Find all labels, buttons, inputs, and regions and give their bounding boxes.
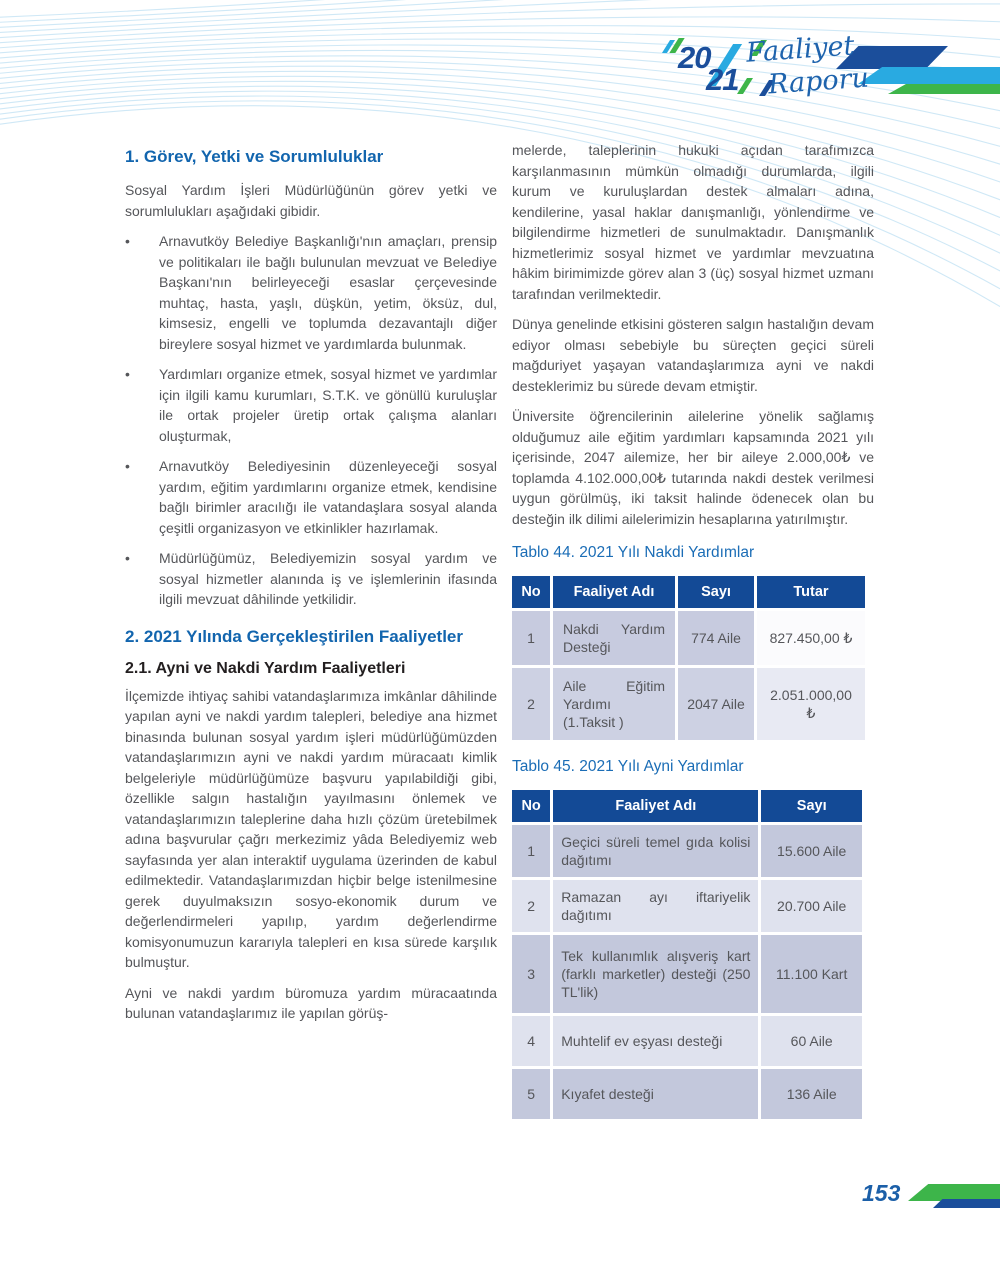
table-cell: 15.600 Aile — [761, 825, 862, 877]
table-cell: Ramazan ayı iftariyelik dağıtımı — [553, 880, 758, 932]
bullet-item — [125, 548, 497, 610]
column-header: Tutar — [757, 576, 865, 609]
body-paragraph: melerde, taleplerinin hukuki açıdan tarafımızca karşılanmasının mümkün olmadığı durumlarda, ilgili kurum ve kuruluşlardan destek almaları adına, kendilerine, yasal haklar danışmanlığı, yönlendirme ve bilgilendirme hizmetleri de sunulmaktadır. Danışmanlık hizmetlerimiz sosyal hizmet ve yardımlar mevzuatına hâkim birimimizde görev alan 3 (üç) sosyal hizmet uzmanı tarafından verilmektedir. — [512, 142, 874, 302]
table-cell: 3 — [512, 935, 550, 1013]
section-heading-1: 1. Görev, Yetki ve Sorumluluklar — [125, 147, 384, 166]
table-cell: 2047 Aile — [678, 668, 754, 740]
body-paragraph: İlçemizde ihtiyaç sahibi vatandaşlarımıza imkânlar dâhilinde yapılan ayni ve nakdi yardım talepleri, belediye ana hizmet binasında bulunan sosyal yardım işleri müdürlüğümüzden vatandaşlarımızın ayni ve nakdi yardım müracaatı kimlik belgeleriyle müdürlüğümüze başvuru yapılabildiği gibi, özellikle salgın hastalığın yayılmasını önlemek ve vatandaşlarımızın taleplerine daha hızlı çözüm üretebilmek adına başvurular çağrı merkezimiz yâda Belediyemiz web sayfasında yer alan interaktif uygulama üzerinden de kabul edilmektedir. Vatandaşlarımızdan hiçbir belge istenilmesine gerek duyulmaksızın sosyo-ekonomik durum ve değerlendirmeleri yapılıp, yardım değerlendirme komisyonumuzun kararıyla talepleri en kısa sürede karşılık bulmuştur. — [125, 687, 497, 970]
table-row — [512, 668, 865, 740]
table-cell: 2 — [512, 880, 550, 932]
table-44-nakdi-yardimlar — [509, 573, 868, 744]
bullet-icon: • — [125, 550, 130, 566]
bullet-item — [125, 364, 497, 446]
table-cell: 20.700 Aile — [761, 880, 862, 932]
section-heading-2: 2. 2021 Yılında Gerçekleştirilen Faaliyetler — [125, 626, 463, 646]
bullet-text: Yardımları organize etmek, sosyal hizmet ve yardımlar için ilgili kamu kurumları, S.T.K. ve gönüllü kuruluşlar ile ortak projeler üretip ortak çalışma alanları oluşturmak, — [159, 366, 497, 444]
table-cell: 774 Aile — [678, 611, 754, 665]
table-cell: Geçici süreli temel gıda kolisi dağıtımı — [553, 825, 758, 877]
table-cell: 2.051.000,00 ₺ — [757, 668, 865, 740]
table-44-caption: Tablo 44. 2021 Yılı Nakdi Yardımlar — [512, 544, 755, 561]
table-row — [512, 1016, 862, 1066]
table-cell: 136 Aile — [761, 1069, 862, 1119]
column-header: Faaliyet Adı — [553, 576, 675, 609]
column-header: No — [512, 576, 550, 609]
table-row — [512, 935, 862, 1013]
bullet-text: Müdürlüğümüz, Belediyemizin sosyal yardım ve sosyal hizmetler alanında iş ve işlemlerinin ifasında ilgili mevzuat dâhilinde yetkilidir. — [159, 550, 497, 607]
table-cell: Tek kullanımlık alışveriş kart (farklı marketler) desteği (250 TL'lik) — [553, 935, 758, 1013]
body-paragraph: Dünya genelinde etkisini gösteren salgın hastalığın devam ediyor olması sebebiyle bu süreçten geçici süreli mağduriyet yaşayan vatandaşlarımıza ayni ve nakdi desteklerimiz bu sürede devam etmiştir. — [512, 316, 874, 394]
table-cell: Nakdi Yardım Desteği — [553, 611, 675, 665]
column-header: Faaliyet Adı — [553, 790, 758, 823]
duties-bullet-list — [125, 231, 497, 610]
table-cell: 60 Aile — [761, 1016, 862, 1066]
table-45-ayni-yardimlar — [509, 787, 865, 1123]
bullet-text: Arnavutköy Belediyesinin düzenleyeceği sosyal yardım, eğitim yardımlarını organize etmek, kendisine bağlı birimler aracılığı ile vatandaşlara sosyal alanda çeşitli organizasyon ve etkinlikler hazırlamak. — [159, 458, 497, 536]
bullet-item — [125, 231, 497, 354]
bullet-icon: • — [125, 458, 130, 474]
table-cell: 1 — [512, 825, 550, 877]
logo-slash-icon — [737, 78, 753, 94]
footer-stripe-navy — [933, 1199, 1000, 1208]
table-cell: Muhtelif ev eşyası desteği — [553, 1016, 758, 1066]
table-cell: 5 — [512, 1069, 550, 1119]
left-column — [125, 146, 497, 1034]
table-cell: 827.450,00 ₺ — [757, 611, 865, 665]
logo-year-bottom: 21 — [706, 62, 739, 97]
table-row — [512, 1069, 862, 1119]
body-paragraph: Üniversite öğrencilerinin ailelerine yönelik sağlamış olduğumuz aile eğitim yardımları kapsamında 2021 yılı içerisinde, 2047 ailemize, her bir aileye 2.000,00₺ ve toplamda 4.102.000,00₺ tutarında nakdi destek verilmesi uygun görülmüş, iki taksit halinde ödenecek olan bu desteğin ilk dilimi ailelerimizin hesaplarına yatırılmıştır. — [512, 408, 874, 527]
column-header: No — [512, 790, 550, 823]
body-paragraph: Ayni ve nakdi yardım büromuza yardım müracaatında bulunan vatandaşlarımız ile yapılan görüş- — [125, 984, 497, 1021]
table-cell: 11.100 Kart — [761, 935, 862, 1013]
column-header: Sayı — [761, 790, 862, 823]
subsection-heading: 2.1. Ayni ve Nakdi Yardım Faaliyetleri — [125, 659, 406, 677]
logo-year-top: 20 — [678, 40, 711, 75]
table-cell: 4 — [512, 1016, 550, 1066]
header-stripe-green — [888, 84, 1000, 94]
table-45-caption: Tablo 45. 2021 Yılı Ayni Yardımlar — [512, 758, 744, 775]
logo-title-line1: Faaliyet — [745, 30, 856, 69]
table-cell: Aile Eğitim Yardımı (1.Taksit ) — [553, 668, 675, 740]
bullet-icon: • — [125, 366, 130, 382]
bullet-icon: • — [125, 233, 130, 249]
column-header: Sayı — [678, 576, 754, 609]
right-column — [512, 140, 874, 1122]
table-row — [512, 880, 862, 932]
report-logo — [668, 30, 883, 114]
table-cell: 2 — [512, 668, 550, 740]
table-cell: 1 — [512, 611, 550, 665]
table-row — [512, 825, 862, 877]
table-cell: Kıyafet desteği — [553, 1069, 758, 1119]
page-footer — [0, 1172, 1000, 1232]
page-number: 153 — [862, 1180, 901, 1206]
bullet-item — [125, 456, 497, 538]
table-row — [512, 611, 865, 665]
intro-paragraph: Sosyal Yardım İşleri Müdürlüğünün görev yetki ve sorumlulukları aşağıdaki gibidir. — [125, 182, 497, 219]
logo-title-line2: Raporu — [767, 62, 870, 101]
bullet-text: Arnavutköy Belediye Başkanlığı'nın amaçları, prensip ve politikaları ile bağlı bulunulan mevzuat ve Belediye Başkanı'nın belirleyeceği esaslar çerçevesinde muhtaç, hasta, yaşlı, düşkün, yetim, öksüz, dul, kimsesiz, engelli ve toplumda dezavantajlı diğer bireylere sosyal hizmet ve yardımlarda bulunmak. — [159, 233, 497, 352]
footer-stripe-green — [908, 1184, 1000, 1201]
